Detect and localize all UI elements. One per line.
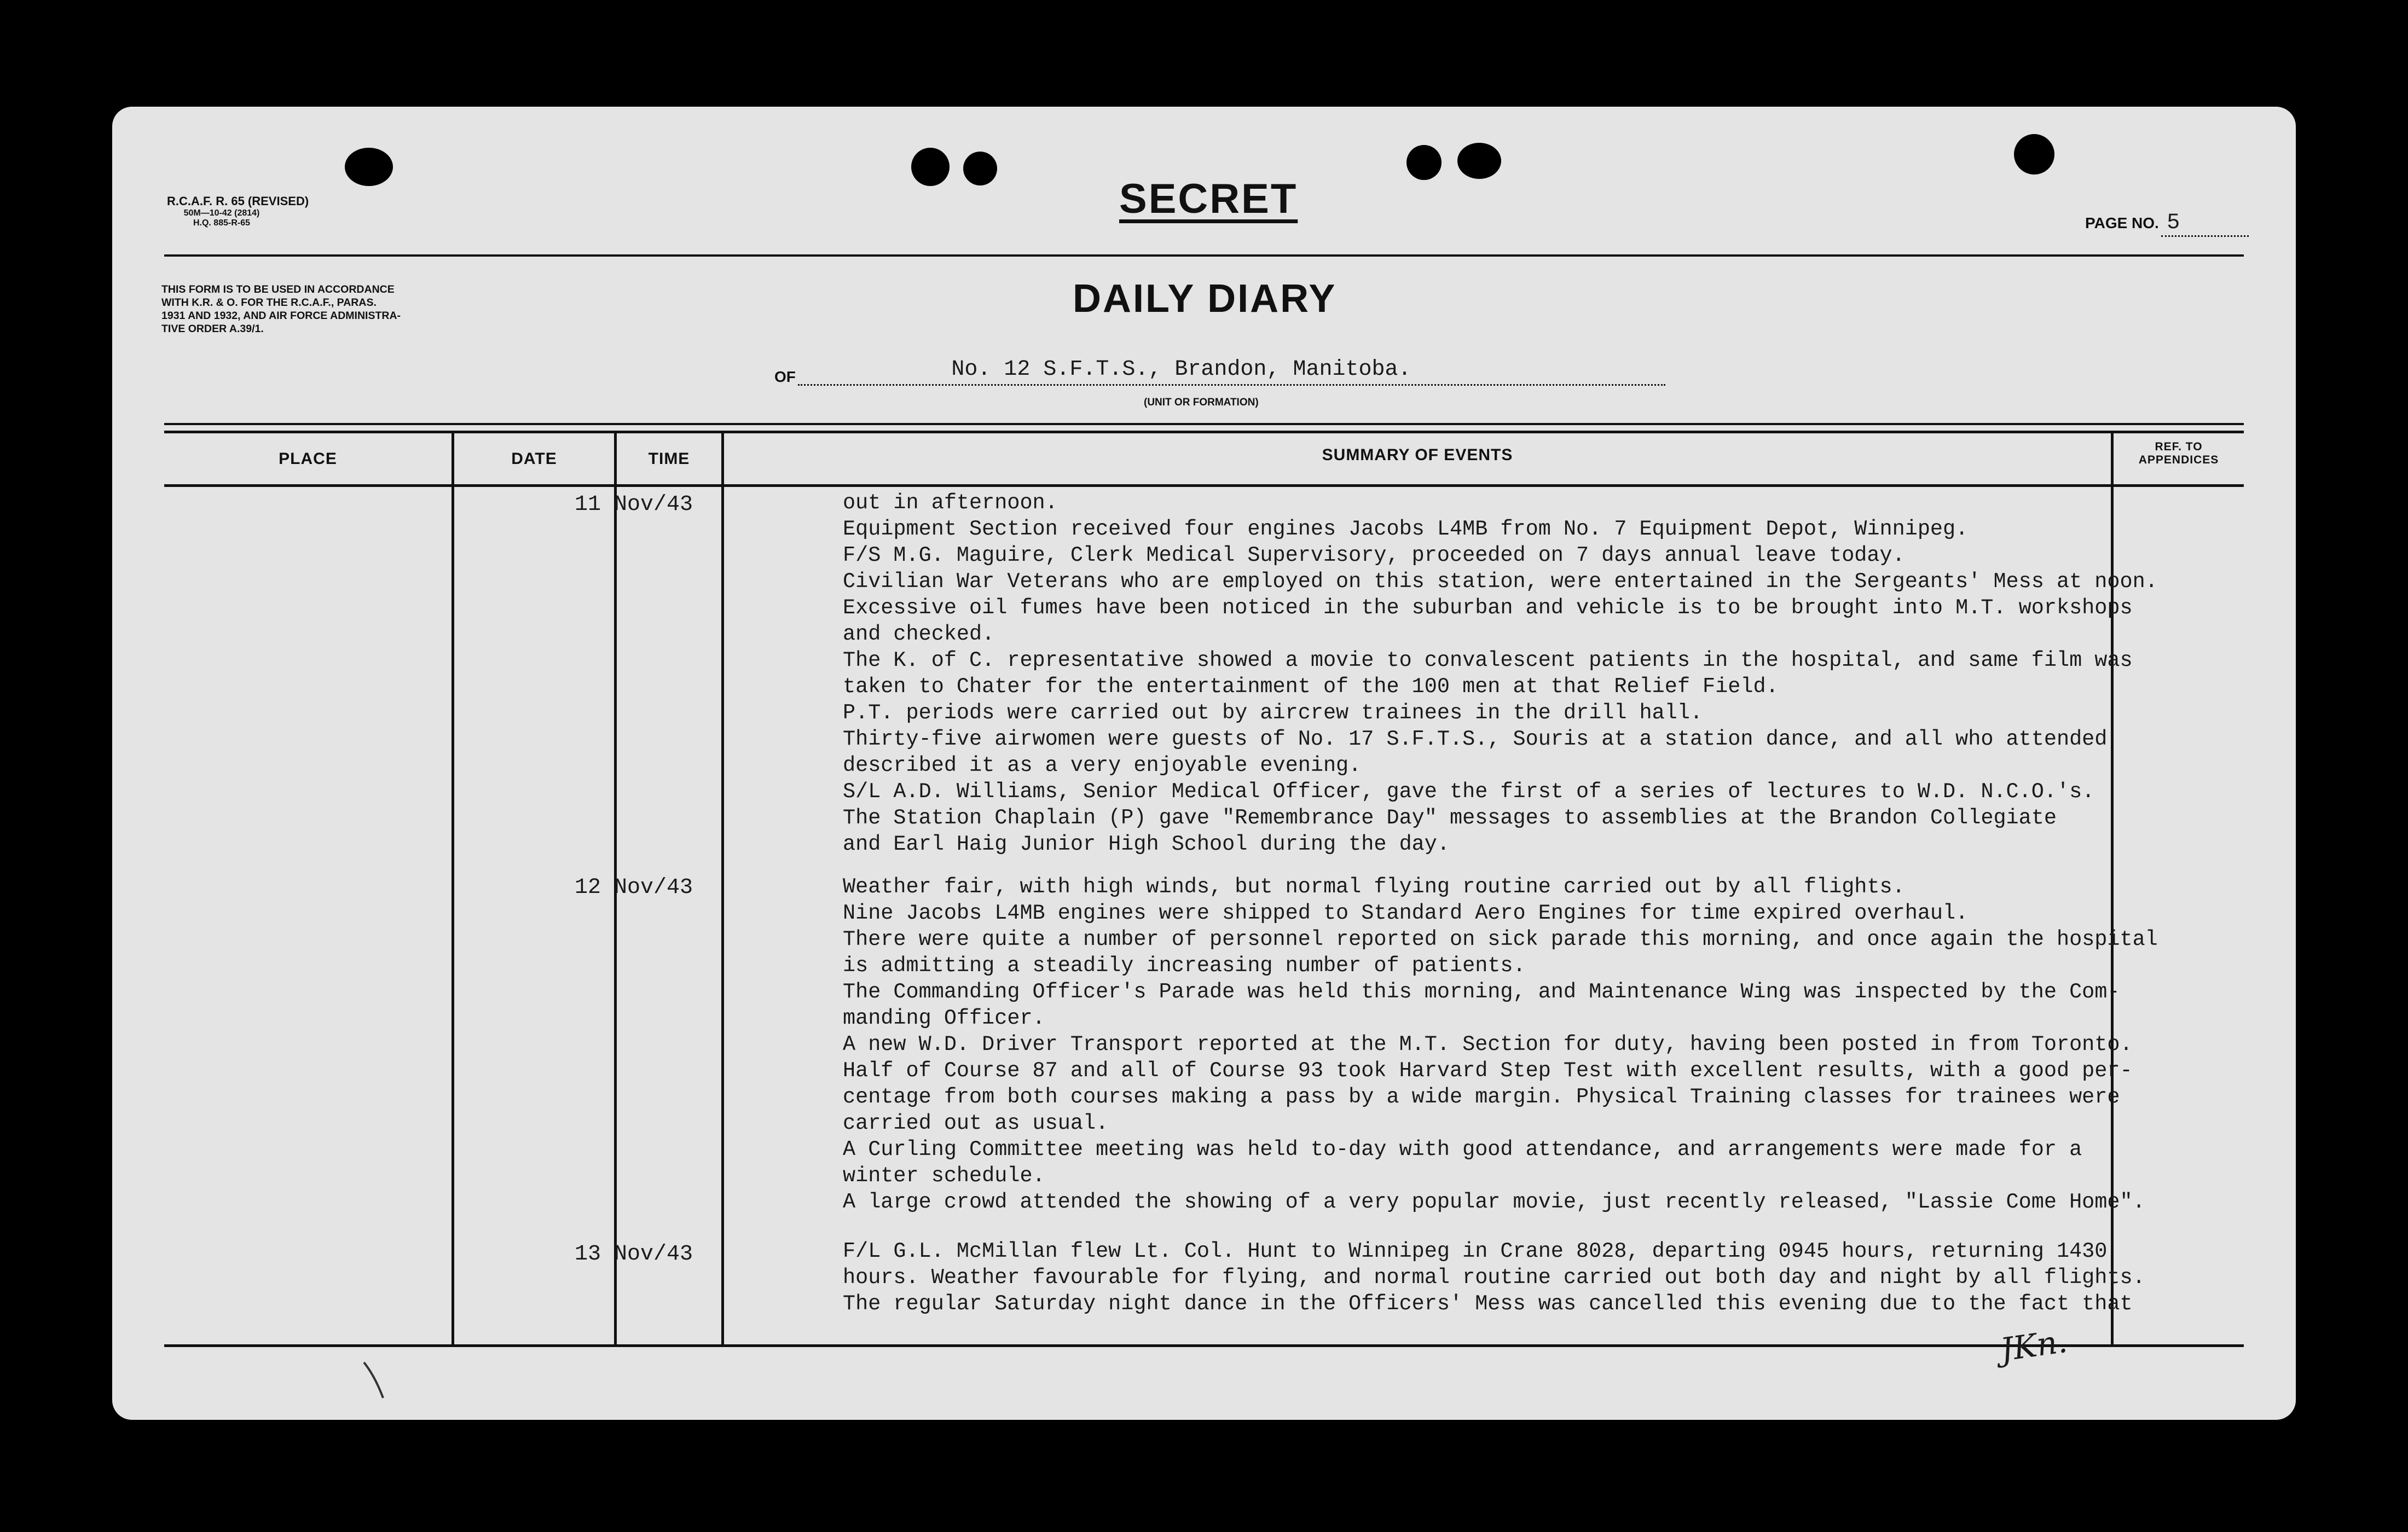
column-header-time: TIME: [648, 450, 690, 468]
punch-hole: [1406, 145, 1442, 180]
summary-line: Thirty-five airwomen were guests of No. 17 S.F.T.S., Souris at a station dance, and all who attended: [843, 727, 2108, 751]
column-header-summary: SUMMARY OF EVENTS: [1322, 446, 1513, 464]
summary-line: manding Officer.: [843, 1006, 1045, 1030]
summary-line: F/L G.L. McMillan flew Lt. Col. Hunt to Winnipeg in Crane 8028, departing 0945 hours, returning 1430: [843, 1239, 2108, 1263]
column-divider: [452, 431, 454, 1347]
column-header-date: DATE: [511, 450, 557, 468]
form-instructions: [161, 283, 401, 335]
summary-line: and Earl Haig Junior High School during the day.: [843, 832, 1450, 856]
summary-line: Excessive oil fumes have been noticed in the suburban and vehicle is to be brought into M.T. workshops: [843, 596, 2133, 620]
summary-line: centage from both courses making a pass by a wide margin. Physical Training classes for trainees were: [843, 1085, 2120, 1109]
instruction-line: 1931 AND 1932, AND AIR FORCE ADMINISTRA-: [161, 310, 401, 322]
punch-hole: [2014, 134, 2054, 175]
classification-stamp: SECRET: [1119, 176, 1298, 222]
summary-line: F/S M.G. Maguire, Clerk Medical Supervisory, proceeded on 7 days annual leave today.: [843, 543, 1905, 567]
summary-line: Half of Course 87 and all of Course 93 took Harvard Step Test with excellent results, with a good per-: [843, 1059, 2133, 1083]
summary-line: taken to Chater for the entertainment of the 100 men at that Relief Field.: [843, 675, 1779, 699]
header-rule: [164, 254, 2244, 257]
punch-hole: [345, 148, 393, 186]
date-entry: 12 Nov/43: [575, 875, 693, 900]
table-header-rule: [164, 484, 2244, 487]
summary-line: Nine Jacobs L4MB engines were shipped to Standard Aero Engines for time expired overhaul.: [843, 901, 1969, 925]
column-header-ref: [2114, 440, 2244, 467]
instruction-line: TIVE ORDER A.39/1.: [161, 323, 264, 335]
column-header-place: PLACE: [279, 450, 337, 468]
ref-header-line: REF. TO: [2155, 440, 2203, 453]
handwritten-initials: JKn.: [1998, 1322, 2070, 1369]
date-entry: 11 Nov/43: [575, 492, 693, 517]
form-number-line: H.Q. 885-R-65: [193, 218, 251, 228]
unit-name: No. 12 S.F.T.S., Brandon, Manitoba.: [798, 356, 1665, 386]
summary-line: A large crowd attended the showing of a very popular movie, just recently released, "Lassie Come Home".: [843, 1190, 2145, 1214]
form-number-line: R.C.A.F. R. 65 (REVISED): [167, 194, 309, 208]
punch-hole: [911, 148, 950, 186]
summary-line: A new W.D. Driver Transport reported at the M.T. Section for duty, having been posted in from Toronto.: [843, 1032, 2133, 1057]
summary-line: is admitting a steadily increasing number of patients.: [843, 954, 1526, 978]
form-number-line: 50M—10-42 (2814): [183, 208, 260, 218]
summary-line: S/L A.D. Williams, Senior Medical Officer, gave the first of a series of lectures to W.D. N.C.O.'s.: [843, 780, 2095, 804]
unit-field: [774, 356, 1665, 386]
table-bottom-rule: [164, 1344, 2244, 1347]
diary-form-sheet: [112, 107, 2296, 1420]
summary-line: carried out as usual.: [843, 1111, 1109, 1135]
summary-line: winter schedule.: [843, 1164, 1045, 1188]
summary-line: A Curling Committee meeting was held to-day with good attendance, and arrangements were made for a: [843, 1138, 2082, 1162]
unit-caption: (UNIT OR FORMATION): [1144, 397, 1259, 408]
page-number-field: [2085, 211, 2266, 237]
of-label: OF: [774, 368, 796, 385]
summary-line: and checked.: [843, 622, 995, 646]
summary-line: P.T. periods were carried out by aircrew trainees in the drill hall.: [843, 701, 1703, 725]
instruction-line: WITH K.R. & O. FOR THE R.C.A.F., PARAS.: [161, 297, 377, 309]
form-title: DAILY DIARY: [1073, 277, 1337, 321]
instruction-line: THIS FORM IS TO BE USED IN ACCORDANCE: [161, 283, 395, 295]
summary-line: The Commanding Officer's Parade was held this morning, and Maintenance Wing was inspected by the Com-: [843, 980, 2120, 1004]
date-entry: 13 Nov/43: [575, 1242, 693, 1267]
summary-line: out in afternoon.: [843, 491, 1058, 515]
ref-header-line: APPENDICES: [2138, 454, 2219, 466]
summary-line: Civilian War Veterans who are employed on this station, were entertained in the Sergeants' Mess at noon.: [843, 570, 2158, 594]
pencil-mark: [358, 1360, 391, 1403]
summary-line: The regular Saturday night dance in the Officers' Mess was cancelled this evening due to the fact that: [843, 1292, 2133, 1316]
punch-hole: [1457, 143, 1501, 179]
summary-line: There were quite a number of personnel reported on sick parade this morning, and once again the hospital: [843, 927, 2158, 951]
table-top-rule: [164, 431, 2244, 433]
page-number-value: 5: [2161, 211, 2249, 237]
summary-line: described it as a very enjoyable evening.: [843, 753, 1362, 777]
summary-line: The Station Chaplain (P) gave "Remembrance Day" messages to assemblies at the Brandon Collegiate: [843, 806, 2057, 830]
column-divider: [721, 431, 724, 1347]
summary-line: The K. of C. representative showed a movie to convalescent patients in the hospital, and same film was: [843, 648, 2133, 672]
form-number: [167, 194, 309, 228]
summary-line: Weather fair, with high winds, but normal flying routine carried out by all flights.: [843, 875, 1905, 899]
page-number-label: PAGE NO.: [2085, 214, 2159, 231]
summary-line: Equipment Section received four engines Jacobs L4MB from No. 7 Equipment Depot, Winnipeg.: [843, 517, 1969, 541]
table-top-rule: [164, 423, 2244, 425]
summary-line: hours. Weather favourable for flying, and normal routine carried out both day and night by all flights.: [843, 1266, 2145, 1290]
punch-hole: [963, 152, 997, 185]
